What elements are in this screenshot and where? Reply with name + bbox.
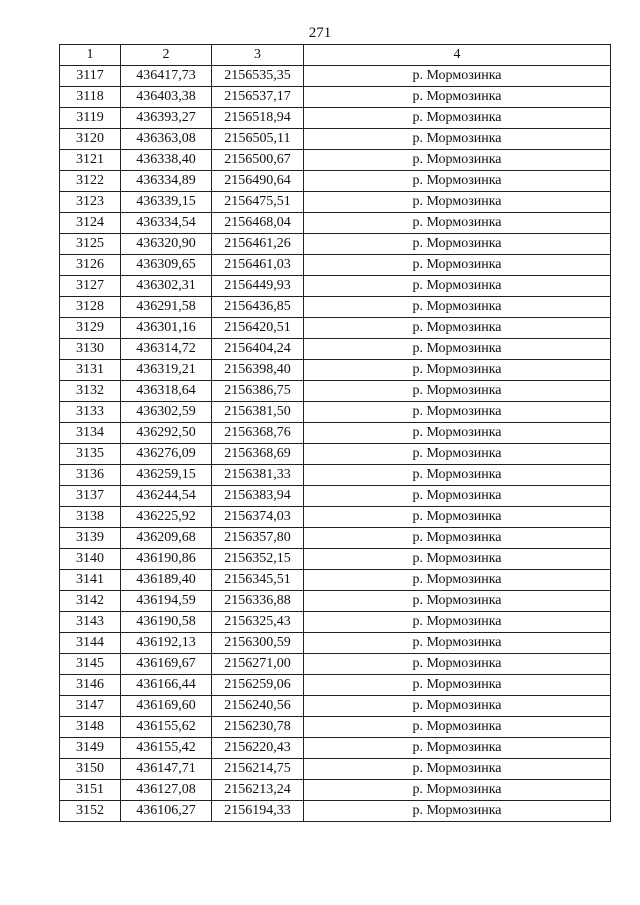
x-coordinate-cell: 436292,50	[121, 423, 212, 444]
point-number-cell: 3131	[60, 360, 121, 381]
y-coordinate-cell: 2156368,69	[212, 444, 304, 465]
x-coordinate-cell: 436169,67	[121, 654, 212, 675]
point-number-cell: 3133	[60, 402, 121, 423]
table-row	[60, 675, 611, 696]
column-header-2: 2	[121, 45, 212, 66]
table-row	[60, 360, 611, 381]
table-row	[60, 234, 611, 255]
description-cell: р. Мормозинка	[304, 612, 611, 633]
x-coordinate-cell: 436190,58	[121, 612, 212, 633]
point-number-cell: 3139	[60, 528, 121, 549]
description-cell: р. Мормозинка	[304, 465, 611, 486]
x-coordinate-cell: 436259,15	[121, 465, 212, 486]
description-cell: р. Мормозинка	[304, 423, 611, 444]
y-coordinate-cell: 2156357,80	[212, 528, 304, 549]
table-row	[60, 759, 611, 780]
description-cell: р. Мормозинка	[304, 549, 611, 570]
point-number-cell: 3151	[60, 780, 121, 801]
table-row	[60, 591, 611, 612]
table-row	[60, 108, 611, 129]
header-row	[60, 45, 611, 66]
x-coordinate-cell: 436334,54	[121, 213, 212, 234]
point-number-cell: 3138	[60, 507, 121, 528]
table-row	[60, 696, 611, 717]
y-coordinate-cell: 2156381,33	[212, 465, 304, 486]
description-cell: р. Мормозинка	[304, 297, 611, 318]
x-coordinate-cell: 436302,59	[121, 402, 212, 423]
description-cell: р. Мормозинка	[304, 129, 611, 150]
point-number-cell: 3126	[60, 255, 121, 276]
x-coordinate-cell: 436147,71	[121, 759, 212, 780]
x-coordinate-cell: 436244,54	[121, 486, 212, 507]
description-cell: р. Мормозинка	[304, 570, 611, 591]
x-coordinate-cell: 436334,89	[121, 171, 212, 192]
table-row	[60, 213, 611, 234]
y-coordinate-cell: 2156352,15	[212, 549, 304, 570]
description-cell: р. Мормозинка	[304, 66, 611, 87]
point-number-cell: 3120	[60, 129, 121, 150]
table-row	[60, 570, 611, 591]
x-coordinate-cell: 436189,40	[121, 570, 212, 591]
description-cell: р. Мормозинка	[304, 402, 611, 423]
x-coordinate-cell: 436155,62	[121, 717, 212, 738]
table-row	[60, 129, 611, 150]
point-number-cell: 3121	[60, 150, 121, 171]
point-number-cell: 3150	[60, 759, 121, 780]
table-row	[60, 66, 611, 87]
x-coordinate-cell: 436320,90	[121, 234, 212, 255]
description-cell: р. Мормозинка	[304, 654, 611, 675]
y-coordinate-cell: 2156368,76	[212, 423, 304, 444]
x-coordinate-cell: 436363,08	[121, 129, 212, 150]
table-row	[60, 171, 611, 192]
description-cell: р. Мормозинка	[304, 108, 611, 129]
x-coordinate-cell: 436318,64	[121, 381, 212, 402]
x-coordinate-cell: 436276,09	[121, 444, 212, 465]
y-coordinate-cell: 2156490,64	[212, 171, 304, 192]
x-coordinate-cell: 436338,40	[121, 150, 212, 171]
table-row	[60, 150, 611, 171]
description-cell: р. Мормозинка	[304, 528, 611, 549]
y-coordinate-cell: 2156381,50	[212, 402, 304, 423]
x-coordinate-cell: 436291,58	[121, 297, 212, 318]
y-coordinate-cell: 2156345,51	[212, 570, 304, 591]
y-coordinate-cell: 2156535,35	[212, 66, 304, 87]
y-coordinate-cell: 2156386,75	[212, 381, 304, 402]
x-coordinate-cell: 436155,42	[121, 738, 212, 759]
point-number-cell: 3136	[60, 465, 121, 486]
x-coordinate-cell: 436302,31	[121, 276, 212, 297]
point-number-cell: 3123	[60, 192, 121, 213]
y-coordinate-cell: 2156374,03	[212, 507, 304, 528]
y-coordinate-cell: 2156475,51	[212, 192, 304, 213]
point-number-cell: 3145	[60, 654, 121, 675]
y-coordinate-cell: 2156461,26	[212, 234, 304, 255]
table-row	[60, 717, 611, 738]
y-coordinate-cell: 2156468,04	[212, 213, 304, 234]
y-coordinate-cell: 2156259,06	[212, 675, 304, 696]
y-coordinate-cell: 2156449,93	[212, 276, 304, 297]
table-row	[60, 738, 611, 759]
y-coordinate-cell: 2156325,43	[212, 612, 304, 633]
point-number-cell: 3149	[60, 738, 121, 759]
description-cell: р. Мормозинка	[304, 696, 611, 717]
point-number-cell: 3127	[60, 276, 121, 297]
x-coordinate-cell: 436190,86	[121, 549, 212, 570]
y-coordinate-cell: 2156300,59	[212, 633, 304, 654]
description-cell: р. Мормозинка	[304, 192, 611, 213]
point-number-cell: 3124	[60, 213, 121, 234]
table-row	[60, 192, 611, 213]
point-number-cell: 3134	[60, 423, 121, 444]
description-cell: р. Мормозинка	[304, 87, 611, 108]
table-row	[60, 87, 611, 108]
coordinates-table	[59, 44, 611, 822]
table-row	[60, 339, 611, 360]
point-number-cell: 3144	[60, 633, 121, 654]
table-row	[60, 612, 611, 633]
description-cell: р. Мормозинка	[304, 381, 611, 402]
y-coordinate-cell: 2156336,88	[212, 591, 304, 612]
description-cell: р. Мормозинка	[304, 675, 611, 696]
description-cell: р. Мормозинка	[304, 507, 611, 528]
x-coordinate-cell: 436194,59	[121, 591, 212, 612]
page-number: 271	[308, 25, 332, 41]
point-number-cell: 3143	[60, 612, 121, 633]
description-cell: р. Мормозинка	[304, 150, 611, 171]
y-coordinate-cell: 2156505,11	[212, 129, 304, 150]
y-coordinate-cell: 2156518,94	[212, 108, 304, 129]
table-row	[60, 801, 611, 822]
table-row	[60, 507, 611, 528]
description-cell: р. Мормозинка	[304, 444, 611, 465]
table-row	[60, 402, 611, 423]
y-coordinate-cell: 2156194,33	[212, 801, 304, 822]
x-coordinate-cell: 436309,65	[121, 255, 212, 276]
table-row	[60, 528, 611, 549]
description-cell: р. Мормозинка	[304, 759, 611, 780]
x-coordinate-cell: 436393,27	[121, 108, 212, 129]
table-row	[60, 780, 611, 801]
point-number-cell: 3118	[60, 87, 121, 108]
x-coordinate-cell: 436339,15	[121, 192, 212, 213]
x-coordinate-cell: 436106,27	[121, 801, 212, 822]
point-number-cell: 3128	[60, 297, 121, 318]
table-row	[60, 276, 611, 297]
table-row	[60, 423, 611, 444]
description-cell: р. Мормозинка	[304, 255, 611, 276]
description-cell: р. Мормозинка	[304, 360, 611, 381]
point-number-cell: 3130	[60, 339, 121, 360]
point-number-cell: 3141	[60, 570, 121, 591]
point-number-cell: 3135	[60, 444, 121, 465]
table-row	[60, 549, 611, 570]
description-cell: р. Мормозинка	[304, 276, 611, 297]
y-coordinate-cell: 2156240,56	[212, 696, 304, 717]
point-number-cell: 3117	[60, 66, 121, 87]
description-cell: р. Мормозинка	[304, 633, 611, 654]
point-number-cell: 3132	[60, 381, 121, 402]
y-coordinate-cell: 2156230,78	[212, 717, 304, 738]
description-cell: р. Мормозинка	[304, 486, 611, 507]
description-cell: р. Мормозинка	[304, 738, 611, 759]
y-coordinate-cell: 2156383,94	[212, 486, 304, 507]
table-row	[60, 633, 611, 654]
y-coordinate-cell: 2156500,67	[212, 150, 304, 171]
column-header-4: 4	[304, 45, 611, 66]
table-header	[60, 45, 611, 66]
point-number-cell: 3142	[60, 591, 121, 612]
column-header-3: 3	[212, 45, 304, 66]
table-body	[60, 66, 611, 822]
x-coordinate-cell: 436192,13	[121, 633, 212, 654]
x-coordinate-cell: 436225,92	[121, 507, 212, 528]
point-number-cell: 3129	[60, 318, 121, 339]
point-number-cell: 3146	[60, 675, 121, 696]
y-coordinate-cell: 2156537,17	[212, 87, 304, 108]
table-row	[60, 486, 611, 507]
description-cell: р. Мормозинка	[304, 591, 611, 612]
table-row	[60, 444, 611, 465]
x-coordinate-cell: 436417,73	[121, 66, 212, 87]
table-row	[60, 465, 611, 486]
y-coordinate-cell: 2156404,24	[212, 339, 304, 360]
description-cell: р. Мормозинка	[304, 171, 611, 192]
point-number-cell: 3137	[60, 486, 121, 507]
y-coordinate-cell: 2156436,85	[212, 297, 304, 318]
description-cell: р. Мормозинка	[304, 717, 611, 738]
description-cell: р. Мормозинка	[304, 339, 611, 360]
point-number-cell: 3148	[60, 717, 121, 738]
column-header-1: 1	[60, 45, 121, 66]
y-coordinate-cell: 2156420,51	[212, 318, 304, 339]
y-coordinate-cell: 2156220,43	[212, 738, 304, 759]
y-coordinate-cell: 2156398,40	[212, 360, 304, 381]
point-number-cell: 3122	[60, 171, 121, 192]
y-coordinate-cell: 2156461,03	[212, 255, 304, 276]
description-cell: р. Мормозинка	[304, 213, 611, 234]
x-coordinate-cell: 436403,38	[121, 87, 212, 108]
table-row	[60, 318, 611, 339]
x-coordinate-cell: 436166,44	[121, 675, 212, 696]
description-cell: р. Мормозинка	[304, 234, 611, 255]
table-row	[60, 381, 611, 402]
y-coordinate-cell: 2156271,00	[212, 654, 304, 675]
x-coordinate-cell: 436319,21	[121, 360, 212, 381]
description-cell: р. Мормозинка	[304, 780, 611, 801]
table-row	[60, 255, 611, 276]
table-row	[60, 654, 611, 675]
point-number-cell: 3147	[60, 696, 121, 717]
point-number-cell: 3140	[60, 549, 121, 570]
table-row	[60, 297, 611, 318]
point-number-cell: 3152	[60, 801, 121, 822]
x-coordinate-cell: 436127,08	[121, 780, 212, 801]
x-coordinate-cell: 436301,16	[121, 318, 212, 339]
y-coordinate-cell: 2156214,75	[212, 759, 304, 780]
x-coordinate-cell: 436314,72	[121, 339, 212, 360]
x-coordinate-cell: 436169,60	[121, 696, 212, 717]
y-coordinate-cell: 2156213,24	[212, 780, 304, 801]
description-cell: р. Мормозинка	[304, 318, 611, 339]
point-number-cell: 3119	[60, 108, 121, 129]
description-cell: р. Мормозинка	[304, 801, 611, 822]
x-coordinate-cell: 436209,68	[121, 528, 212, 549]
point-number-cell: 3125	[60, 234, 121, 255]
